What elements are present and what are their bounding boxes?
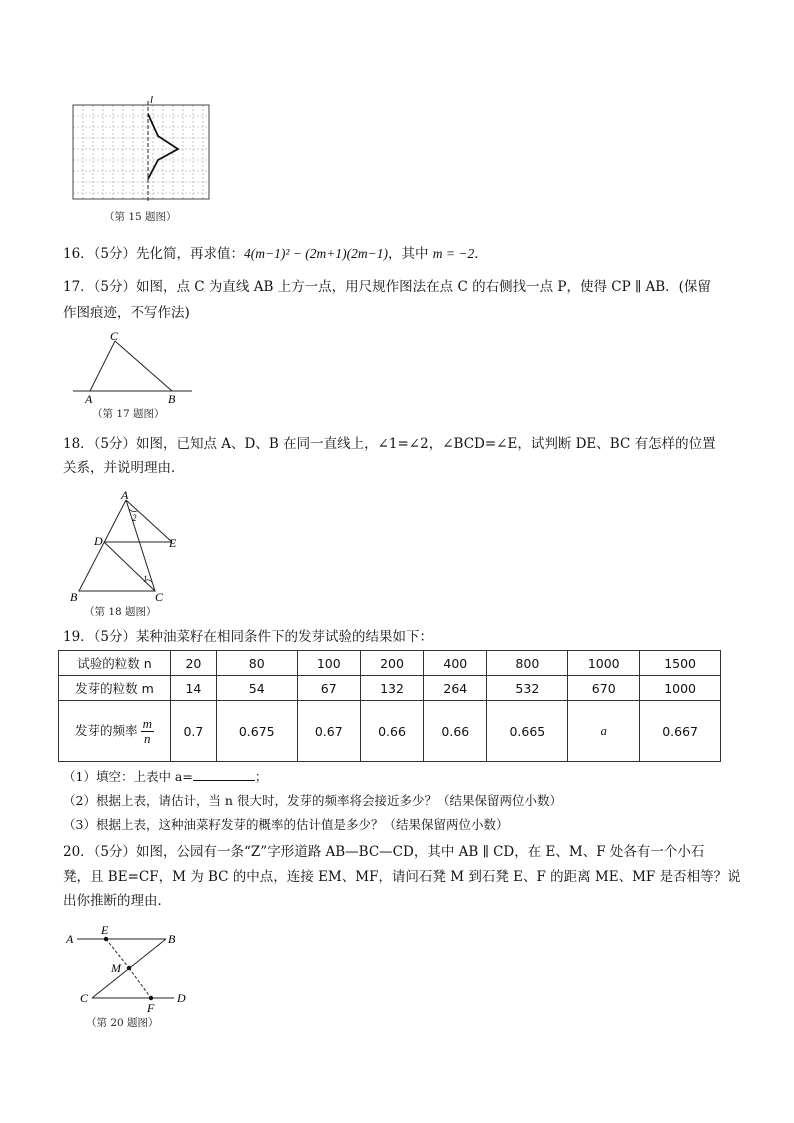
figure-17-caption: （第 17 题图） [92,408,165,420]
label-e: E [169,536,177,550]
label-angle-2: 2 [132,513,137,523]
fraction-m-over-n [141,717,154,746]
question-20-line-3: 出你推断的理由． [63,893,171,909]
question-19-sub-2: （2）根据上表，请估计，当 n 很大时，发芽的频率将会接近多少？（结果保留两位小数） [63,793,562,808]
triangle-sides [90,341,172,391]
question-19-sub-3: （3）根据上表，这种油菜籽发芽的概率的估计值是多少？（结果保留两位小数） [63,817,509,832]
cell: 0.665 [487,701,568,762]
label-c: C [80,991,89,1005]
q16-condition: m = −2 [432,246,475,261]
row-header-seeds: 试验的粒数 n [59,651,171,676]
cell: a [568,701,640,762]
label-a: A [66,932,74,946]
question-17-line-2: 作图痕迹，不写作法) [63,305,190,321]
cell: 0.66 [360,701,423,762]
table-row [59,651,721,676]
label-c: C [110,329,119,343]
sub1-text: （1）填空：上表中 a= [63,769,193,784]
answer-blank[interactable] [193,768,255,781]
cell: 54 [216,676,297,701]
label-m: M [111,961,121,975]
question-18-line-1: 18．（5分）如图，已知点 A、D、B 在同一直线上，∠1=∠2，∠BCD=∠E，试判断 DE、BC 有怎样的位置 [63,436,716,452]
table-row [59,676,721,701]
figure-15 [70,93,212,203]
label-angle-1: 1 [143,574,148,584]
cell: 0.66 [424,701,487,762]
sub1-end: ； [254,769,268,784]
cell: 14 [171,676,217,701]
axis-label-l: l [150,94,154,106]
label-b: B [70,590,78,604]
cell: 532 [487,676,568,701]
point-m [127,966,131,970]
cell: 264 [424,676,487,701]
label-e: E [101,923,109,937]
question-20-line-2: 凳，且 BE=CF，M 为 BC 的中点，连接 EM、MF，请问石凳 M 到石凳 E、F 的距离 ME、MF 是否相等？说 [63,869,741,885]
row-header-frequency [59,701,171,762]
figure-18 [65,487,185,605]
cell: 1000 [568,651,640,676]
cell: 100 [297,651,360,676]
q16-prefix: 16．（5分）先化简，再求值： [63,246,245,262]
cell: 1500 [640,651,721,676]
question-19-intro: 19．（5分）某种油菜籽在相同条件下的发芽试验的结果如下： [63,629,434,645]
cell: 67 [297,676,360,701]
cell: 0.675 [216,701,297,762]
q16-end: ． [474,246,488,262]
cell: 200 [360,651,423,676]
label-c: C [155,590,164,604]
label-b: B [168,932,176,946]
figure-17 [70,328,195,404]
cell: 670 [568,676,640,701]
question-17-line-1: 17．（5分）如图，点 C 为直线 AB 上方一点，用尺规作图法在点 C 的右侧找一点 P，使得 CP ∥ AB．(保留 [63,279,711,295]
label-f: F [147,1001,155,1014]
label-a: A [85,392,93,404]
question-16 [63,245,488,263]
germination-table [58,650,721,762]
label-b: B [168,392,176,404]
label-d: D [177,991,186,1005]
segment-mf [129,968,151,998]
question-18-line-2: 关系，并说明理由． [63,460,185,476]
point-e [104,937,108,941]
label-d: D [94,534,103,548]
figure-20-caption: （第 20 题图） [86,1017,159,1029]
q16-mid: ，其中 [388,246,433,262]
cell: 1000 [640,676,721,701]
cell: 0.667 [640,701,721,762]
point-f [149,996,153,1000]
fraction-denominator: n [144,730,151,746]
cell: 80 [216,651,297,676]
cell: 800 [487,651,568,676]
table-row [59,701,721,762]
question-19-sub-1 [63,768,267,786]
cell: 132 [360,676,423,701]
label-a: A [121,488,129,502]
question-20-line-1: 20．（5分）如图，公园有一条“Z”字形道路 AB—BC—CD，其中 AB ∥ CD，在 E、M、F 处各有一个小石 [63,844,705,860]
grid [73,105,209,199]
cell: 0.67 [297,701,360,762]
row-header-germinated: 发芽的粒数 m [59,676,171,701]
grid-border [73,105,209,199]
cell: 20 [171,651,217,676]
q16-expression: 4(m−1)² − (2m+1)(2m−1) [244,246,388,261]
cell: 400 [424,651,487,676]
figure-15-caption: （第 15 题图） [104,211,177,223]
frequency-label: 发芽的频率 [75,722,138,738]
fraction-numerator: m [142,715,152,731]
figure-20 [63,922,193,1014]
figure-18-caption: （第 18 题图） [84,606,157,618]
cell: 0.7 [171,701,217,762]
